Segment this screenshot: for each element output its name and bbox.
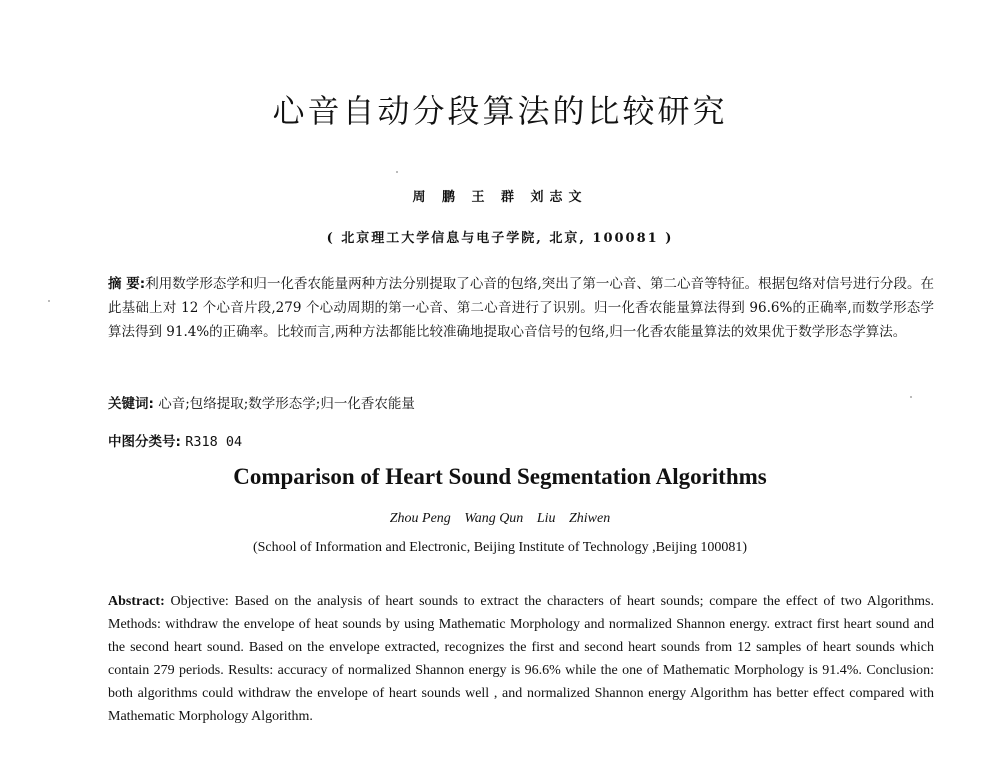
abstract-chinese (108, 272, 934, 344)
abstract-label-english: Abstract: (108, 594, 165, 609)
authors-english (0, 511, 1000, 527)
affiliation-chinese: ( 北京理工大学信息与电子学院, 北京, 100081 ) (326, 231, 674, 246)
authors-chinese: 周 鹏 王 群 刘志文 (412, 190, 588, 205)
keywords-text-chinese: 心音;包络提取;数学形态学;归一化香农能量 (158, 396, 415, 412)
paper-title-chinese: 心音自动分段算法的比较研究 (272, 92, 728, 130)
abstract-text-english: Objective: Based on the analysis of heart sounds to extract the characters of heart sounds; compare the effect of two Algorithms. Methods: withdraw the envelope of heat sounds by using Mathematic Morphology and normalized Shannon energy. extract first heart sound and the second heart sound. Based on the envelope extracted, recognizes the first and second heart sounds from 12 samples of heart sounds which contain 279 periods. Results: accuracy of normalized Shannon energy is 96.6% while the one of Mathematic Morphology is 91.4%. Conclusion: both algorithms could withdraw the envelope of heart sounds well , and normalized Shannon energy Algorithm has better effect compared with Mathematic Morphology Algorithm. (108, 594, 934, 724)
abstract-text-chinese: 利用数学形态学和归一化香农能量两种方法分别提取了心音的包络,突出了第一心音、第二心音等特征。根据包络对信号进行分段。在此基础上对 12 个心音片段,279 个心动周期的第一心音、第二心音进行了识别。归一化香农能量算法得到 96.6%的正确率,而数学形态学算法得到 91.4%的正确率。比较而言,两种方法都能比较准确地提取心音信号的包络,归一化香农能量算法的效果优于数学形态学算法。 (108, 276, 934, 340)
scan-speck (910, 396, 912, 398)
affiliation-english: (School of Information and Electronic, Beijing Institute of Technology ,Beijing 100081) (252, 540, 748, 555)
abstract-english (108, 590, 934, 728)
author-name: Wang Qun (464, 511, 524, 526)
keywords-label-chinese: 关键词: (108, 396, 154, 412)
author-name: Zhou Peng (389, 511, 451, 526)
author-name: Liu (536, 511, 556, 526)
scan-speck (396, 171, 398, 173)
author-name: Zhiwen (569, 511, 611, 526)
paper-title-english: Comparison of Heart Sound Segmentation Algorithms (233, 464, 767, 489)
abstract-label-chinese: 摘 要: (108, 276, 146, 292)
keywords-chinese (108, 392, 415, 416)
classification-number (108, 430, 242, 454)
classification-label: 中图分类号: (108, 434, 181, 450)
classification-value: R318 04 (185, 434, 243, 450)
scan-speck (48, 300, 50, 302)
